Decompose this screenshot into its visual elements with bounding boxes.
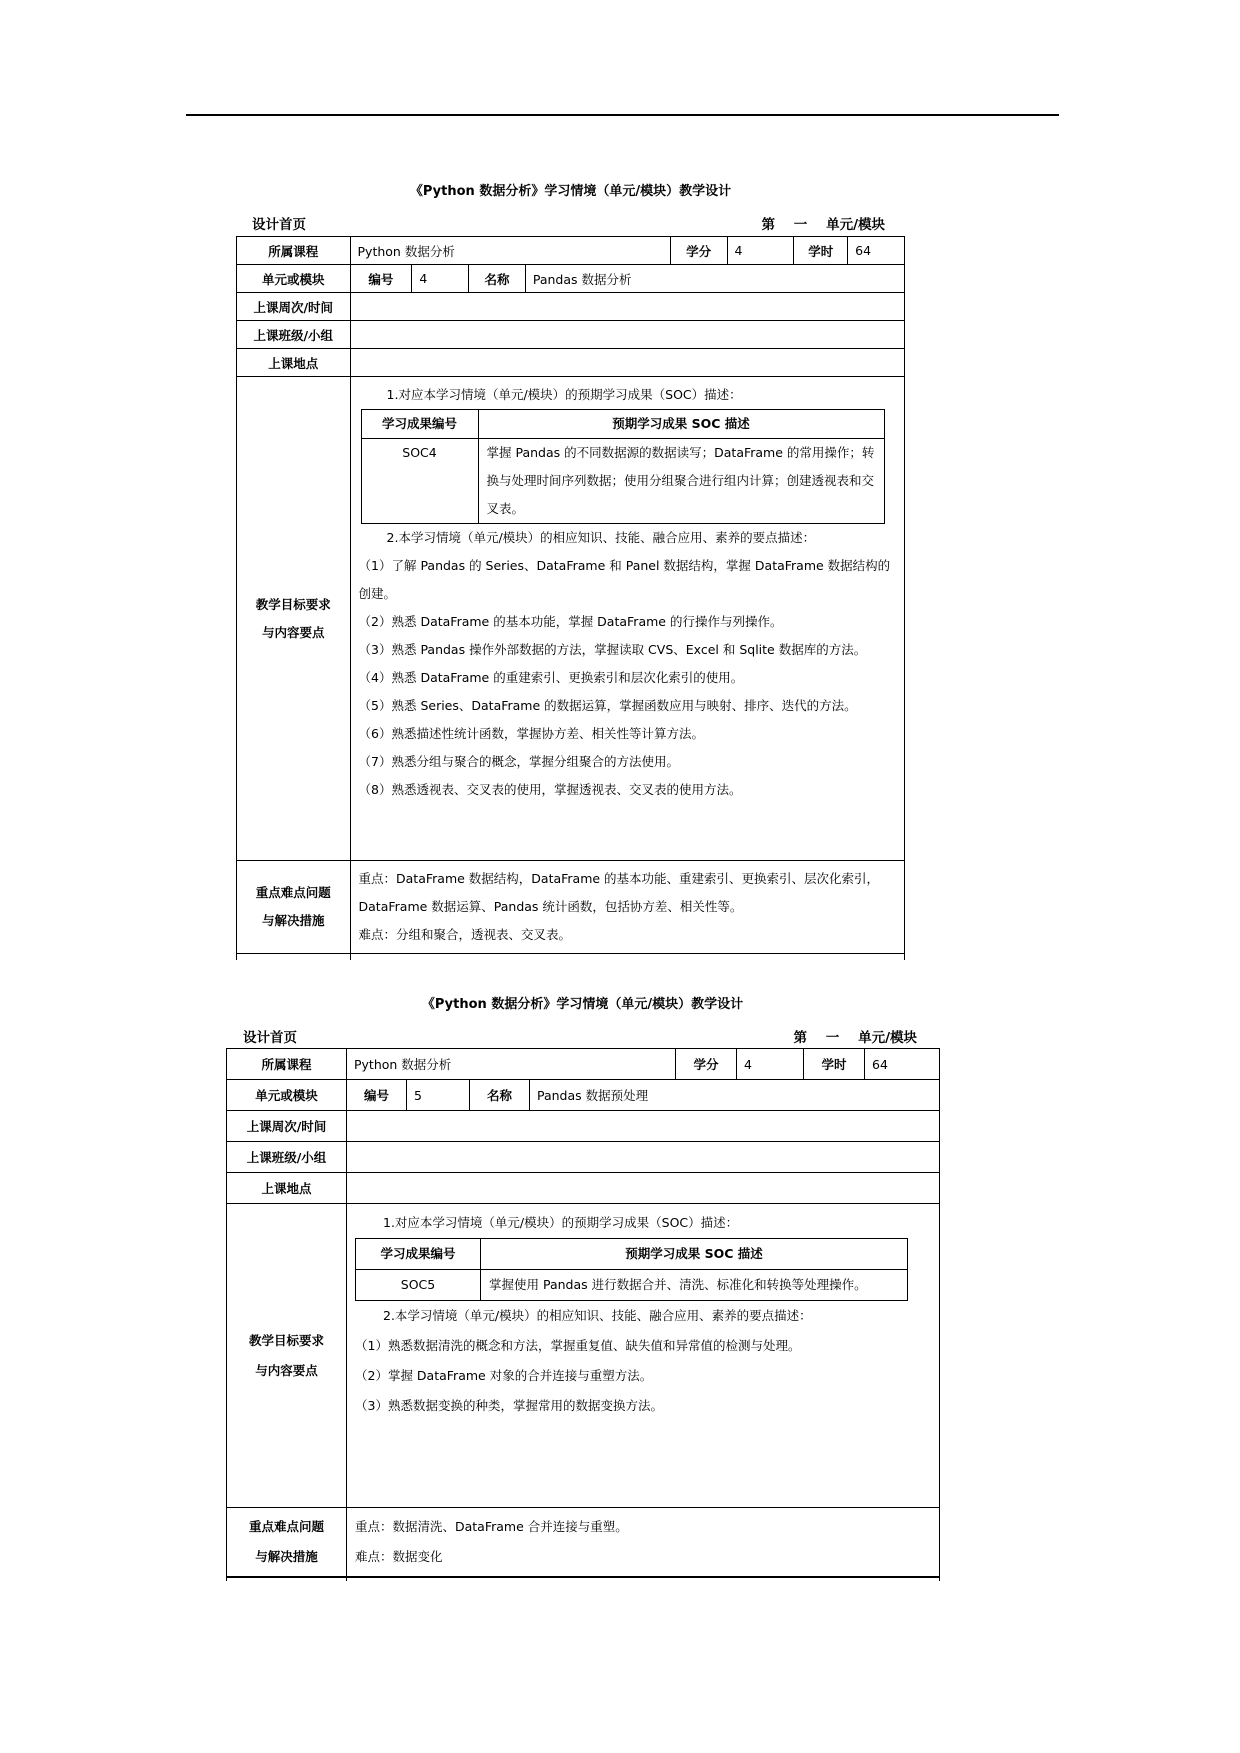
credit-value: 4 — [727, 237, 794, 265]
goals-label — [227, 1204, 347, 1508]
class-value — [347, 1142, 940, 1173]
credit-label: 学分 — [670, 237, 727, 265]
goals-label-line2: 与内容要点 — [255, 1362, 318, 1378]
table-tail-left — [237, 954, 351, 960]
credit-value: 4 — [737, 1049, 804, 1080]
key-points: 重点：数据清洗、DataFrame 合并连接与重塑。 — [355, 1519, 628, 1534]
hours-label: 学时 — [804, 1049, 865, 1080]
difficulties: 难点：数据变化 — [355, 1549, 443, 1564]
week-value — [350, 293, 904, 321]
key-label-line2: 与解决措施 — [255, 1549, 318, 1564]
key-issues-label — [227, 1508, 347, 1578]
soc-code: SOC4 — [361, 439, 478, 524]
course-value: Python 数据分析 — [350, 237, 670, 265]
class-value — [350, 321, 904, 349]
point-item: （6）熟悉描述性统计函数，掌握协方差、相关性等计算方法。 — [358, 726, 704, 741]
point-item: （4）熟悉 DataFrame 的重建索引、更换索引和层次化索引的使用。 — [358, 670, 744, 685]
soc-table — [355, 1238, 908, 1301]
goals-label-line1: 教学目标要求 — [255, 596, 331, 612]
soc-desc: 掌握 Pandas 的不同数据源的数据读写；DataFrame 的常用操作；转换与处理时间序列数据；使用分组聚合进行组内计算；创建透视表和交叉表。 — [478, 439, 884, 524]
soc-header-code: 学习成果编号 — [361, 410, 478, 439]
key-points: 重点：DataFrame 数据结构，DataFrame 的基本功能、重建索引、更换索引、层次化索引，DataFrame 数据运算、Pandas 统计函数，包括协方差、相关性等。 — [358, 871, 880, 914]
design-table — [236, 236, 905, 960]
place-value — [350, 349, 904, 377]
key-issues-content — [347, 1508, 940, 1578]
design-page-1 — [236, 183, 905, 960]
soc-header-desc: 预期学习成果 SOC 描述 — [478, 410, 884, 439]
week-label: 上课周次/时间 — [227, 1111, 347, 1142]
place-label: 上课地点 — [237, 349, 351, 377]
design-table — [226, 1048, 940, 1581]
class-label: 上课班级/小组 — [227, 1142, 347, 1173]
key-label-line2: 与解决措施 — [262, 913, 325, 928]
point-item: （7）熟悉分组与聚合的概念，掌握分组聚合的方法使用。 — [358, 754, 679, 769]
credit-label: 学分 — [676, 1049, 737, 1080]
week-label: 上课周次/时间 — [237, 293, 351, 321]
place-label: 上课地点 — [227, 1173, 347, 1204]
class-label: 上课班级/小组 — [237, 321, 351, 349]
header-rule — [186, 114, 1059, 116]
unit-indicator: 第 一 单元/模块 — [761, 217, 885, 233]
soc-code: SOC5 — [356, 1270, 481, 1301]
point-item: （3）熟悉数据变换的种类，掌握常用的数据变换方法。 — [355, 1398, 663, 1413]
table-tail-right — [347, 1577, 940, 1581]
hours-value: 64 — [865, 1049, 940, 1080]
soc-table — [361, 409, 885, 524]
key-issues-label — [237, 861, 351, 954]
design-page-2 — [226, 996, 939, 1581]
goals-label-line2: 与内容要点 — [262, 624, 325, 640]
header-line — [252, 213, 885, 233]
header-line — [243, 1026, 917, 1046]
name-label: 名称 — [469, 265, 526, 293]
design-home-label: 设计首页 — [252, 217, 306, 233]
soc-intro: 1.对应本学习情境（单元/模块）的预期学习成果（SOC）描述： — [386, 387, 742, 402]
point-item: （2）掌握 DataFrame 对象的合并连接与重塑方法。 — [355, 1368, 653, 1383]
hours-value: 64 — [848, 237, 905, 265]
soc-header-desc: 预期学习成果 SOC 描述 — [481, 1239, 908, 1270]
name-value: Pandas 数据预处理 — [530, 1080, 940, 1111]
name-value: Pandas 数据分析 — [525, 265, 904, 293]
point-item: （5）熟悉 Series、DataFrame 的数据运算，掌握函数应用与映射、排序、迭代的方法。 — [358, 698, 857, 713]
goals-content — [347, 1204, 940, 1508]
point-item: （1）熟悉数据清洗的概念和方法，掌握重复值、缺失值和异常值的检测与处理。 — [355, 1338, 801, 1353]
course-label: 所属课程 — [227, 1049, 347, 1080]
unit-label: 单元或模块 — [237, 265, 351, 293]
point-item: （1）了解 Pandas 的 Series、DataFrame 和 Panel 数据结构，掌握 DataFrame 数据结构的创建。 — [358, 558, 891, 601]
number-label: 编号 — [347, 1080, 407, 1111]
point-item: （8）熟悉透视表、交叉表的使用，掌握透视表、交叉表的使用方法。 — [358, 782, 742, 797]
doc-title: 《Python 数据分析》学习情境（单元/模块）教学设计 — [421, 997, 744, 1012]
goals-content — [350, 377, 904, 861]
design-home-label: 设计首页 — [243, 1030, 297, 1046]
course-label: 所属课程 — [237, 237, 351, 265]
course-value: Python 数据分析 — [347, 1049, 676, 1080]
number-value: 4 — [412, 265, 469, 293]
soc-header-code: 学习成果编号 — [356, 1239, 481, 1270]
place-value — [347, 1173, 940, 1204]
number-label: 编号 — [350, 265, 412, 293]
hours-label: 学时 — [794, 237, 848, 265]
unit-indicator: 第 一 单元/模块 — [793, 1030, 917, 1046]
point-item: （2）熟悉 DataFrame 的基本功能，掌握 DataFrame 的行操作与列操作。 — [358, 614, 783, 629]
table-tail-left — [227, 1577, 347, 1581]
points-intro: 2.本学习情境（单元/模块）的相应知识、技能、融合应用、素养的要点描述： — [386, 530, 816, 545]
key-issues-content — [350, 861, 904, 954]
number-value: 5 — [407, 1080, 470, 1111]
key-label-line1: 重点难点问题 — [255, 885, 331, 900]
week-value — [347, 1111, 940, 1142]
soc-desc: 掌握使用 Pandas 进行数据合并、清洗、标准化和转换等处理操作。 — [481, 1270, 908, 1301]
key-label-line1: 重点难点问题 — [248, 1519, 324, 1534]
unit-label: 单元或模块 — [227, 1080, 347, 1111]
table-tail-right — [350, 954, 904, 960]
goals-label-line1: 教学目标要求 — [248, 1332, 324, 1348]
name-label: 名称 — [470, 1080, 530, 1111]
difficulties: 难点：分组和聚合，透视表、交叉表。 — [358, 927, 572, 942]
points-intro: 2.本学习情境（单元/模块）的相应知识、技能、融合应用、素养的要点描述： — [383, 1308, 812, 1323]
goals-label — [237, 377, 351, 861]
soc-intro: 1.对应本学习情境（单元/模块）的预期学习成果（SOC）描述： — [383, 1215, 739, 1230]
point-item: （3）熟悉 Pandas 操作外部数据的方法，掌握读取 CVS、Excel 和 Sqlite 数据库的方法。 — [358, 642, 867, 657]
doc-title: 《Python 数据分析》学习情境（单元/模块）教学设计 — [409, 184, 732, 199]
